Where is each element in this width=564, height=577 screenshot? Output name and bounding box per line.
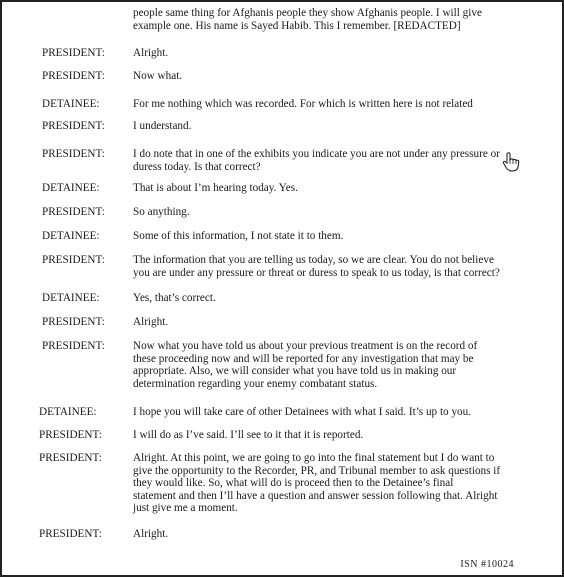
- statement-line: Now what you have told us about your previous treatment is on the record of: [133, 340, 478, 352]
- speaker-label: DETAINEE:: [42, 292, 100, 304]
- isn-number: ISN #10024: [460, 559, 514, 570]
- statement: [133, 406, 543, 419]
- intro-line: people same thing for Afghanis people they show Afghanis people. I will give: [133, 7, 482, 19]
- statement: [133, 429, 543, 442]
- statement-line: statement and then I’ll have a question and answer session following that. Alright: [133, 489, 498, 502]
- statement: [133, 528, 543, 541]
- statement-line: Now what.: [133, 70, 183, 82]
- speaker-label: PRESIDENT:: [42, 254, 105, 266]
- statement: [133, 148, 543, 173]
- statement-line: I understand.: [133, 120, 192, 132]
- statement-line: duress today. Is that correct?: [133, 160, 261, 173]
- statement-line: Alright.: [133, 47, 169, 59]
- statement-line: The information that you are telling us today, so we are clear. You do not believe: [133, 254, 494, 266]
- statement-line: give the opportunity to the Recorder, PR, and Tribunal member to ask questions if: [133, 464, 501, 477]
- statement-line: appropriate. Also, we will consider what you have told us in making our: [133, 365, 457, 378]
- speaker-label: DETAINEE:: [42, 98, 100, 110]
- statement-line: Alright.: [133, 528, 169, 540]
- speaker-label: PRESIDENT:: [42, 206, 105, 218]
- speaker-label: PRESIDENT:: [42, 120, 105, 132]
- statement-line: I do note that in one of the exhibits you indicate you are not under any pressure or: [133, 148, 500, 160]
- statement-line: For me nothing which was recorded. For which is written here is not related: [133, 98, 473, 110]
- speaker-label: PRESIDENT:: [42, 316, 105, 328]
- statement: [133, 254, 543, 279]
- statement: [133, 230, 543, 243]
- hand-pointer-icon: [502, 152, 520, 172]
- statement: [133, 98, 543, 111]
- speaker-label: PRESIDENT:: [39, 452, 102, 464]
- statement-line: just give me a moment.: [133, 502, 238, 515]
- speaker-label: PRESIDENT:: [42, 47, 105, 59]
- speaker-label: PRESIDENT:: [42, 148, 105, 160]
- speaker-label: PRESIDENT:: [42, 340, 105, 352]
- statement-line: That is about I’m hearing today. Yes.: [133, 182, 298, 194]
- statement-line: Alright. At this point, we are going to go into the final statement but I do want to: [133, 452, 495, 464]
- statement-line: they would like. So, what will do is proceed then to the Detainee’s final: [133, 477, 454, 490]
- statement-line: these proceeding now and will be reported for any investigation that may be: [133, 352, 474, 365]
- statement: [133, 120, 543, 133]
- statement: [133, 47, 543, 60]
- statement-line: Alright.: [133, 316, 169, 328]
- statement: [133, 70, 543, 83]
- statement-line: I hope you will take care of other Detainees with what I said. It’s up to you.: [133, 406, 472, 418]
- speaker-label: PRESIDENT:: [42, 70, 105, 82]
- speaker-label: PRESIDENT:: [39, 528, 102, 540]
- statement: [133, 340, 543, 390]
- speaker-label: DETAINEE:: [42, 182, 100, 194]
- statement-line: So anything.: [133, 206, 190, 218]
- statement-line: you are under any pressure or threat or duress to speak to us today, is that correct?: [133, 266, 500, 279]
- statement-line: determination regarding your enemy combatant status.: [133, 377, 378, 390]
- statement: [133, 182, 543, 195]
- statement-line: Yes, that’s correct.: [133, 292, 216, 304]
- statement: [133, 452, 543, 515]
- statement-line: Some of this information, I not state it to them.: [133, 230, 344, 242]
- speaker-label: PRESIDENT:: [39, 429, 102, 441]
- intro-line: example one. His name is Sayed Habib. This I remember. [REDACTED]: [133, 19, 461, 32]
- statement: [133, 316, 543, 329]
- speaker-label: DETAINEE:: [42, 230, 100, 242]
- statement: [133, 206, 543, 219]
- speaker-label: DETAINEE:: [39, 406, 97, 418]
- statement: [133, 292, 543, 305]
- statement-line: I will do as I’ve said. I’ll see to it that it is reported.: [133, 429, 364, 441]
